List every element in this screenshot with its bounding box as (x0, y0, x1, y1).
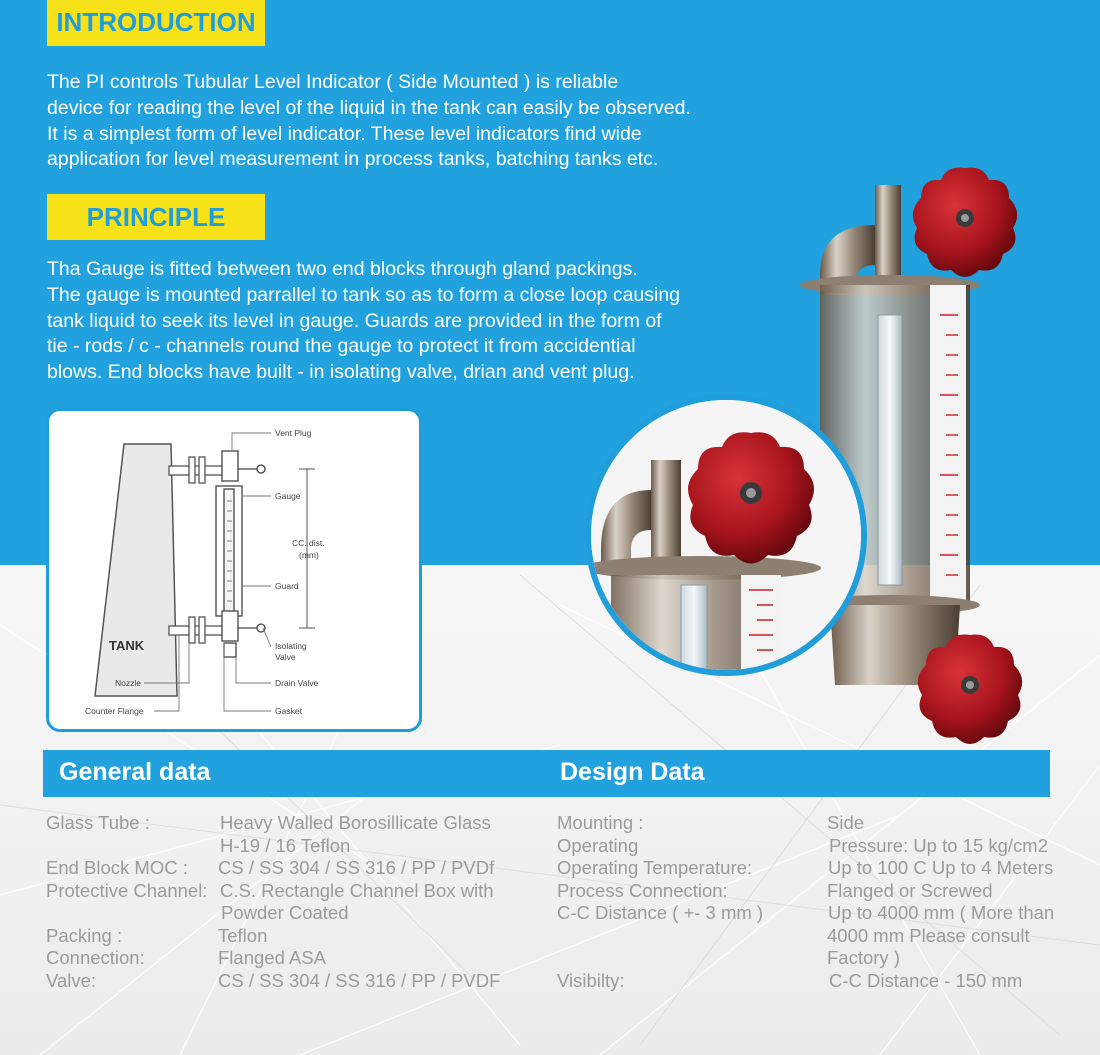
spec-value: Teflon (218, 924, 268, 946)
guard-label: Guard (275, 581, 299, 591)
drain-valve-label: Drain Valve (275, 678, 319, 688)
spec-label (557, 947, 763, 970)
principle-heading: PRINCIPLE (47, 194, 265, 240)
spec-label: Packing : (46, 924, 123, 946)
design-data-labels (557, 812, 763, 992)
principle-text (47, 257, 680, 386)
spec-label: End Block MOC : (46, 857, 188, 878)
spec-label: Mounting : (557, 812, 644, 833)
introduction-heading: INTRODUCTION (47, 0, 265, 46)
spec-label: Glass Tube : (46, 812, 150, 833)
spec-value: Pressure: Up to 15 kg/cm2 (829, 834, 1049, 856)
isolating-valve-label: Isolating (275, 641, 307, 651)
level-indicator-diagram (46, 408, 422, 732)
product-detail-image (591, 400, 861, 670)
gasket-label: Gasket (275, 706, 302, 716)
nozzle-label: Nozzle (115, 678, 141, 688)
general-data-values (218, 812, 500, 992)
introduction-text (47, 70, 691, 173)
spec-label (46, 835, 207, 858)
introduction-line: device for reading the level of the liquid in the tank can easily be observed. (47, 96, 691, 119)
principle-line: The gauge is mounted parrallel to tank so as to form a close loop causing (47, 283, 681, 306)
gauge-label: Gauge (275, 491, 301, 501)
spec-value: Up to 100 C Up to 4 Meters (828, 857, 1054, 878)
tank-shape (95, 444, 177, 696)
spec-label (557, 925, 763, 948)
isolating-valve-label-2: Valve (275, 652, 296, 662)
principle-line: tie - rods / c - channels round the gauge to protect it from accidential (47, 335, 636, 358)
vent-plug-label: Vent Plug (275, 428, 312, 438)
general-data-labels (46, 812, 207, 992)
introduction-line: It is a simplest form of level indicator. These level indicators find wide (47, 122, 642, 145)
spec-value: Factory ) (827, 947, 900, 968)
design-data-title: Design Data (560, 758, 705, 786)
spec-value: CS / SS 304 / SS 316 / PP / PVDf (218, 857, 495, 878)
spec-label: Visibilty: (557, 969, 625, 991)
spec-value: Flanged or Screwed (827, 879, 993, 901)
spec-label: Operating (557, 834, 639, 856)
cc-dist-label: CC. dist. (292, 538, 325, 548)
spec-value: Powder Coated (221, 902, 349, 923)
spec-value: Side (827, 812, 865, 833)
principle-line: tank liquid to seek its level in gauge. Guards are provided in the form of (47, 309, 662, 332)
spec-value: Flanged ASA (218, 947, 326, 968)
spec-value: C-C Distance - 150 mm (829, 969, 1023, 991)
introduction-line: application for level measurement in process tanks, batching tanks etc. (47, 148, 659, 171)
principle-line: Tha Gauge is fitted between two end blocks through gland packings. (47, 258, 638, 280)
spec-label: Connection: (46, 947, 145, 968)
spec-label (46, 902, 207, 925)
design-data-values (827, 812, 1054, 992)
tank-label: TANK (109, 638, 145, 653)
spec-label: C-C Distance ( +- 3 mm ) (557, 902, 764, 923)
spec-value: C.S. Rectangle Channel Box with (220, 879, 494, 901)
spec-value: CS / SS 304 / SS 316 / PP / PVDF (218, 969, 501, 991)
spec-label: Protective Channel: (46, 879, 208, 901)
spec-value: Heavy Walled Borosillicate Glass (220, 812, 491, 833)
introduction-line: The PI controls Tubular Level Indicator ( Side Mounted ) is reliable (47, 71, 619, 93)
spec-label: Operating Temperature: (557, 857, 753, 878)
spec-value: 4000 mm Please consult (827, 924, 1030, 946)
spec-label: Process Connection: (557, 879, 728, 901)
counter-flange-label: Counter Flange (85, 706, 144, 716)
data-header-band (43, 750, 1050, 797)
diagram-drawing (49, 411, 419, 729)
general-data-title: General data (59, 758, 211, 786)
spec-value: Up to 4000 mm ( More than (828, 902, 1055, 923)
product-detail-zoom (585, 394, 867, 676)
spec-label: Valve: (46, 969, 97, 991)
principle-line: blows. End blocks have built - in isolating valve, drian and vent plug. (47, 361, 635, 384)
spec-value: H-19 / 16 Teflon (220, 834, 351, 856)
cc-dist-unit-label: (mm) (299, 550, 319, 560)
